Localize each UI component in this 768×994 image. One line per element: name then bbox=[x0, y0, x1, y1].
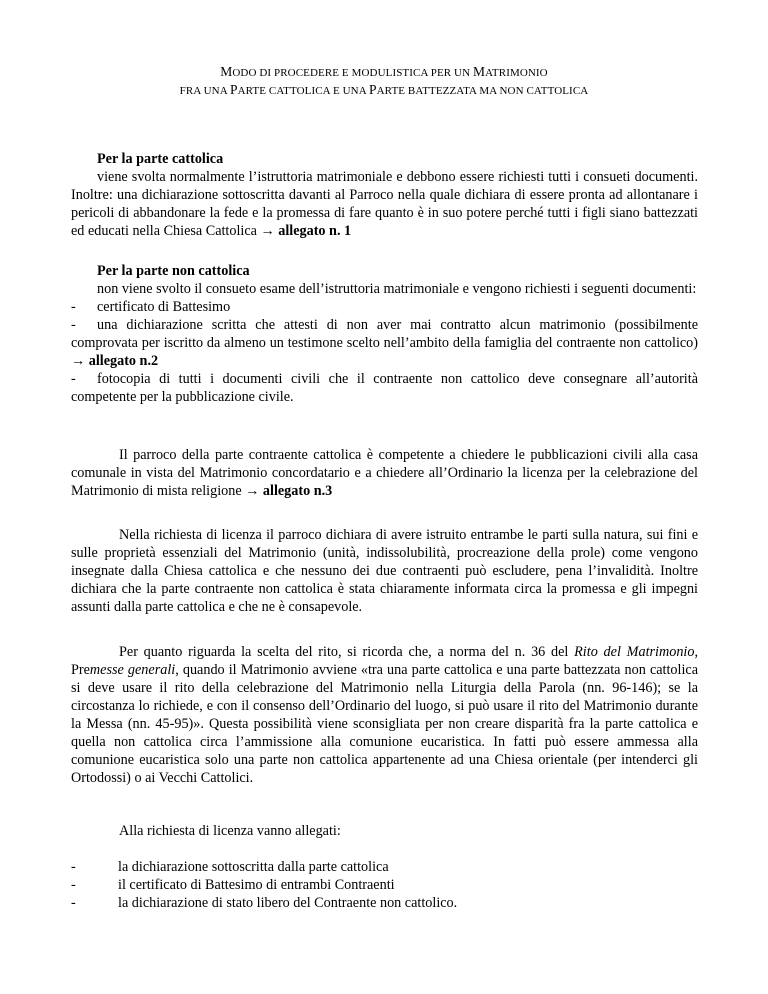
list-item: - fotocopia di tutti i documenti civili che il contraente non cattolico deve consegnare all’autorità competente per la pubblicazione civile. bbox=[71, 371, 698, 405]
section-paragraph: non viene svolto il consueto esame dell’istruttoria matrimoniale e vengono richiesti i seguenti documenti: bbox=[97, 281, 697, 297]
section-heading: Per la parte non cattolica bbox=[97, 263, 250, 279]
dash-marker: - bbox=[71, 371, 76, 387]
section-parte-cattolica bbox=[71, 150, 698, 240]
dash-marker: - bbox=[71, 317, 76, 333]
allegati-intro: Alla richiesta di licenza vanno allegati: bbox=[119, 823, 341, 839]
section-heading: Per la parte cattolica bbox=[97, 151, 224, 167]
attachment-reference: allegato n. 1 bbox=[278, 223, 352, 239]
list-item: - la dichiarazione sottoscritta dalla parte cattolica bbox=[71, 859, 389, 875]
list-item: - certificato di Battesimo bbox=[71, 299, 231, 315]
list-item: - il certificato di Battesimo di entrambi Contraenti bbox=[71, 877, 395, 893]
document-title-line-1: MODO DI PROCEDERE E MODULISTICA PER UN MATRIMONIO bbox=[220, 64, 548, 79]
italic-reference: messe generali bbox=[89, 662, 176, 678]
attachment-reference: allegato n.3 bbox=[262, 483, 333, 499]
attachment-reference: allegato n.2 bbox=[88, 353, 159, 369]
list-item: - una dichiarazione scritta che attesti di non aver mai contratto alcun matrimonio (possibilmente comprovata per iscritto da almeno un testimone scelto nell’ambito della famiglia del contraente non cattolico) → allegato n.2 bbox=[71, 317, 698, 369]
document-title-line-2: FRA UNA PARTE CATTOLICA E UNA PARTE BATTEZZATA MA NON CATTOLICA bbox=[179, 82, 589, 97]
dash-marker: - bbox=[71, 877, 76, 893]
dash-marker: - bbox=[71, 859, 76, 875]
section-paragraph: viene svolta normalmente l’istruttoria matrimoniale e debbono essere richiesti tutti i consueti documenti. Inoltre: una dichiarazione sottoscritta davanti al Parroco nella quale dichiara di essere pronta ad allontanare i pericoli di abbandonare la fede e la promessa di fare quanto è in suo potere perché tutti i figli siano battezzati ed educati nella Chiesa Cattolica → allegato n. 1 bbox=[71, 169, 698, 239]
paragraph-parroco: Il parroco della parte contraente cattolica è competente a chiedere le pubblicazioni civili alla casa comunale in vista del Matrimonio concordatario e a chiedere all’Ordinario la licenza per la celebrazione del Matrimonio di mista religione → allegato n.3 bbox=[71, 447, 698, 499]
paragraph-licenza: Nella richiesta di licenza il parroco dichiara di avere istruito entrambe le parti sulla natura, sui fini e sulle proprietà essenziali del Matrimonio (unità, indissolubilità, procreazione della prole) come vengono insegnate dalla Chiesa cattolica e che nessuno dei due contraenti può escludere, pena l’invalidità. Inoltre dichiara che la parte contraente non cattolica è stata chiaramente informata circa la promessa e gli impegni assunti dalla parte cattolica e che ne è consapevole. bbox=[71, 527, 698, 615]
list-item: - la dichiarazione di stato libero del Contraente non cattolico. bbox=[71, 895, 458, 911]
paragraph-rito: Per quanto riguarda la scelta del rito, si ricorda che, a norma del n. 36 del Rito del Matrimonio, Premesse generali, quando il Matrimonio avviene «tra una parte cattolica e una parte battezzata non cattolica si deve usare il rito della celebrazione del Matrimonio nella Liturgia della Parola (nn. 96-146); se la circostanza lo richiede, e con il consenso dell’Ordinario del luogo, si può usare il rito del Matrimonio durante la Messa (nn. 45-95)». Questa possibilità viene sconsigliata per non creare disparità fra la parte cattolica e quella non cattolica circa l’ammissione alla comunione eucaristica. In fatti può essere ammessa alla comunione eucaristica solo una parte non cattolica appartenente ad una Chiesa orientale (per intenderci gli Ortodossi) o ai Vecchi Cattolici. bbox=[71, 644, 698, 786]
dash-marker: - bbox=[71, 299, 76, 315]
italic-reference: Rito del Matrimonio bbox=[574, 644, 695, 660]
dash-marker: - bbox=[71, 895, 76, 911]
allegati-list bbox=[71, 858, 698, 912]
section-parte-non-cattolica bbox=[71, 262, 698, 406]
